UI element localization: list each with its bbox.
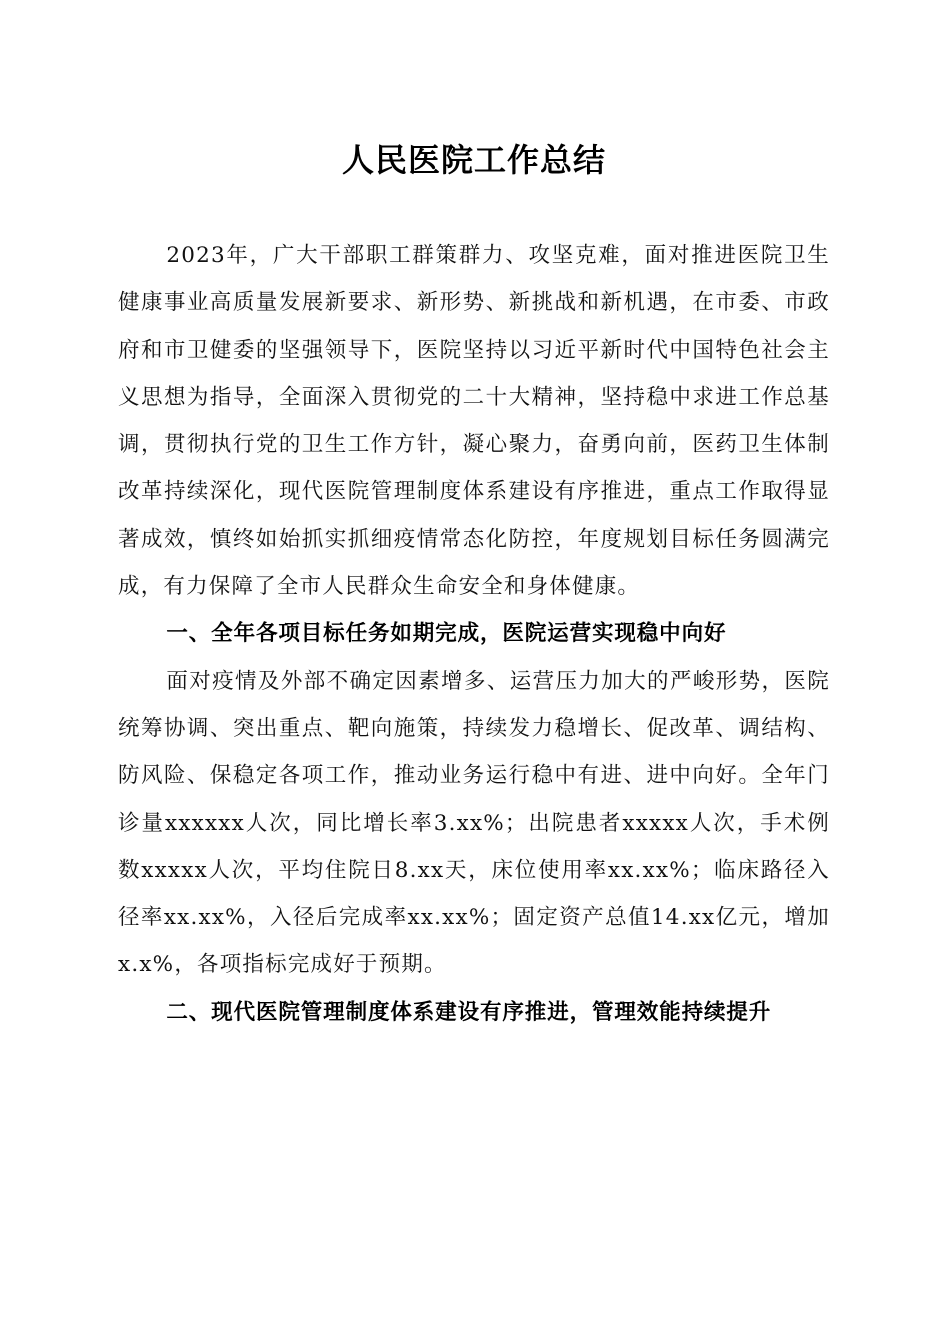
section-1-heading: 一、全年各项目标任务如期完成，医院运营实现稳中向好 [166,621,727,647]
section-1-paragraph: 面对疫情及外部不确定因素增多、运营压力加大的严峻形势，医院统筹协调、突出重点、靶向施策，持续发力稳增长、促改革、调结构、防风险、保稳定各项工作，推动业务运行稳中有进、进中向好。全年门诊量xxxxxx人次，同比增长率3.xx%；出院患者xxxxx人次，手术例数xxxxx人次，平均住院日8.xx天，床位使用率xx.xx%；临床路径入径率xx.xx%，入径后完成率xx.xx%；固定资产总值14.xx亿元，增加x.x%，各项指标完成好于预期。 [118,668,830,978]
document-body [118,132,830,1036]
intro-paragraph: 2023年，广大干部职工群策群力、攻坚克难，面对推进医院卫生健康事业高质量发展新要求、新形势、新挑战和新机遇，在市委、市政府和市卫健委的坚强领导下，医院坚持以习近平新时代中国特色社会主义思想为指导，全面深入贯彻党的二十大精神，坚持稳中求进工作总基调，贯彻执行党的卫生工作方针，凝心聚力，奋勇向前，医药卫生体制改革持续深化，现代医院管理制度体系建设有序推进，重点工作取得显著成效，慎终如始抓实抓细疫情常态化防控，年度规划目标任务圆满完成，有力保障了全市人民群众生命安全和身体健康。 [118,243,830,600]
document-title: 人民医院工作总结 [341,141,606,179]
section-2-heading: 二、现代医院管理制度体系建设有序推进，管理效能持续提升 [166,999,772,1025]
